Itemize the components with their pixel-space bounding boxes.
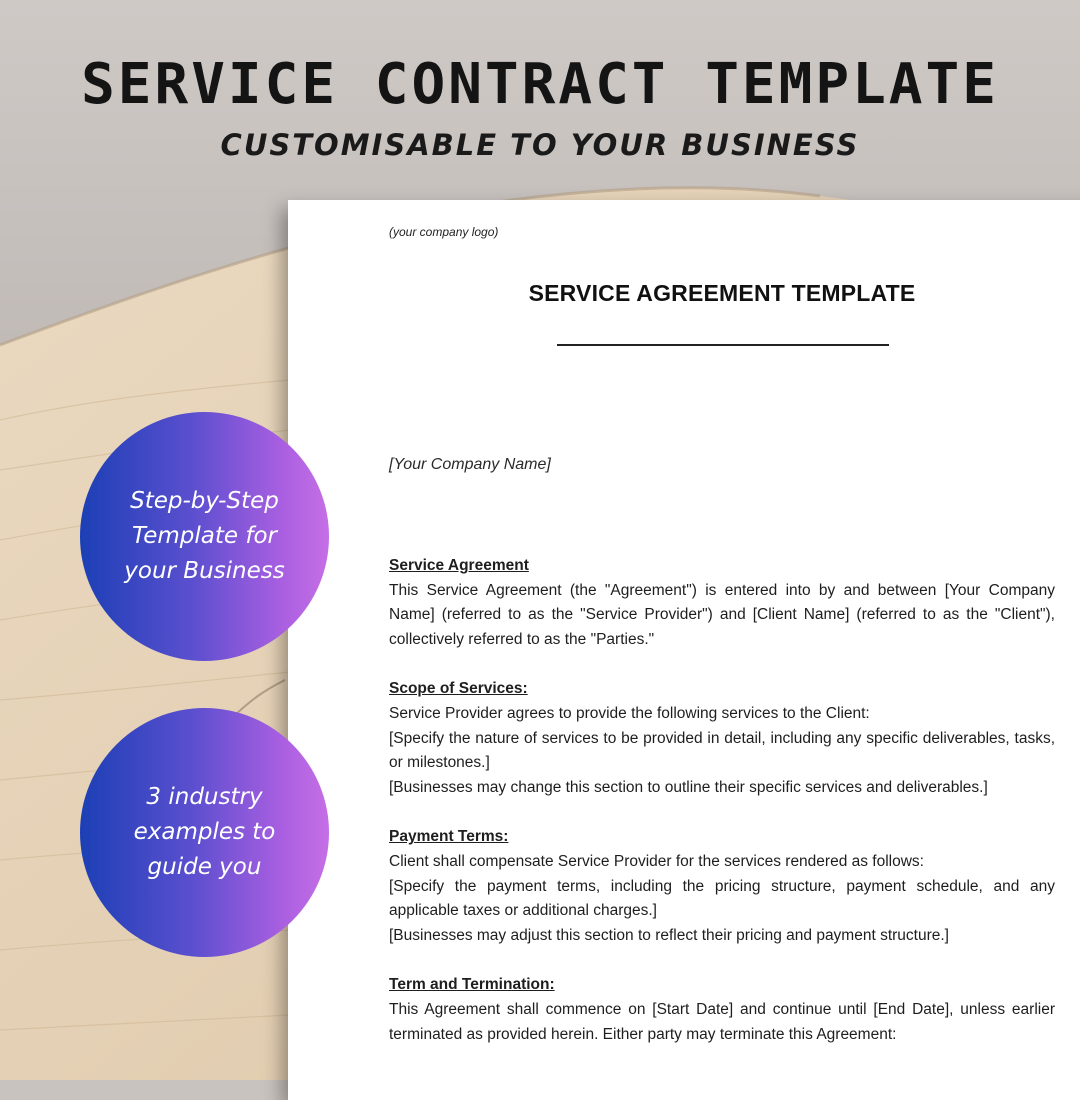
badge-text: 3 industry examples to guide you (133, 784, 276, 880)
section-paragraph: Service Provider agrees to provide the following services to the Client: (389, 704, 870, 722)
section-paragraph: [Specify the nature of services to be provided in detail, including any specific deliverables, tasks, or milestones.] (389, 729, 1055, 772)
section-paragraph: This Agreement shall commence on [Start Date] and continue until [End Date], unless earlier terminated as provided herein. Either party may terminate this Agreement: (389, 1000, 1055, 1043)
section-scope-of-services (389, 677, 1055, 800)
section-paragraph: Client shall compensate Service Provider for the services rendered as follows: (389, 852, 924, 870)
company-logo-placeholder: (your company logo) (389, 225, 499, 239)
section-heading: Term and Termination: (389, 976, 555, 994)
headline: SERVICE CONTRACT TEMPLATE (81, 52, 999, 117)
section-paragraph: [Specify the payment terms, including the pricing structure, payment schedule, and any applicable taxes or additional charges.] (389, 877, 1055, 920)
feature-badge-step-by-step (80, 412, 329, 661)
feature-badge-industry-examples (80, 708, 329, 957)
section-payment-terms (389, 825, 1055, 948)
section-heading: Payment Terms: (389, 828, 509, 846)
section-service-agreement (389, 554, 1055, 652)
document-sheet (288, 200, 1080, 1100)
section-term-and-termination (389, 973, 1055, 1047)
section-paragraph: [Businesses may adjust this section to reflect their pricing and payment structure.] (389, 926, 949, 944)
badge-text: Step-by-Step Template for your Business (124, 488, 285, 584)
title-underline (557, 344, 889, 346)
document-title: SERVICE AGREEMENT TEMPLATE (528, 280, 916, 306)
company-name-placeholder: [Your Company Name] (389, 456, 551, 473)
agreement-sections (389, 554, 1055, 1072)
section-heading: Scope of Services: (389, 680, 528, 698)
section-heading: Service Agreement (389, 557, 529, 574)
section-paragraph: This Service Agreement (the "Agreement") is entered into by and between [Your Company Name] (referred to as the "Service Provider") and [Client Name] (referred to as the "Client"), collectively referred to as the "Parties." (389, 581, 1055, 648)
subheadline: CUSTOMISABLE TO YOUR BUSINESS (220, 128, 860, 162)
section-paragraph: [Businesses may change this section to outline their specific services and deliverables.] (389, 778, 988, 796)
